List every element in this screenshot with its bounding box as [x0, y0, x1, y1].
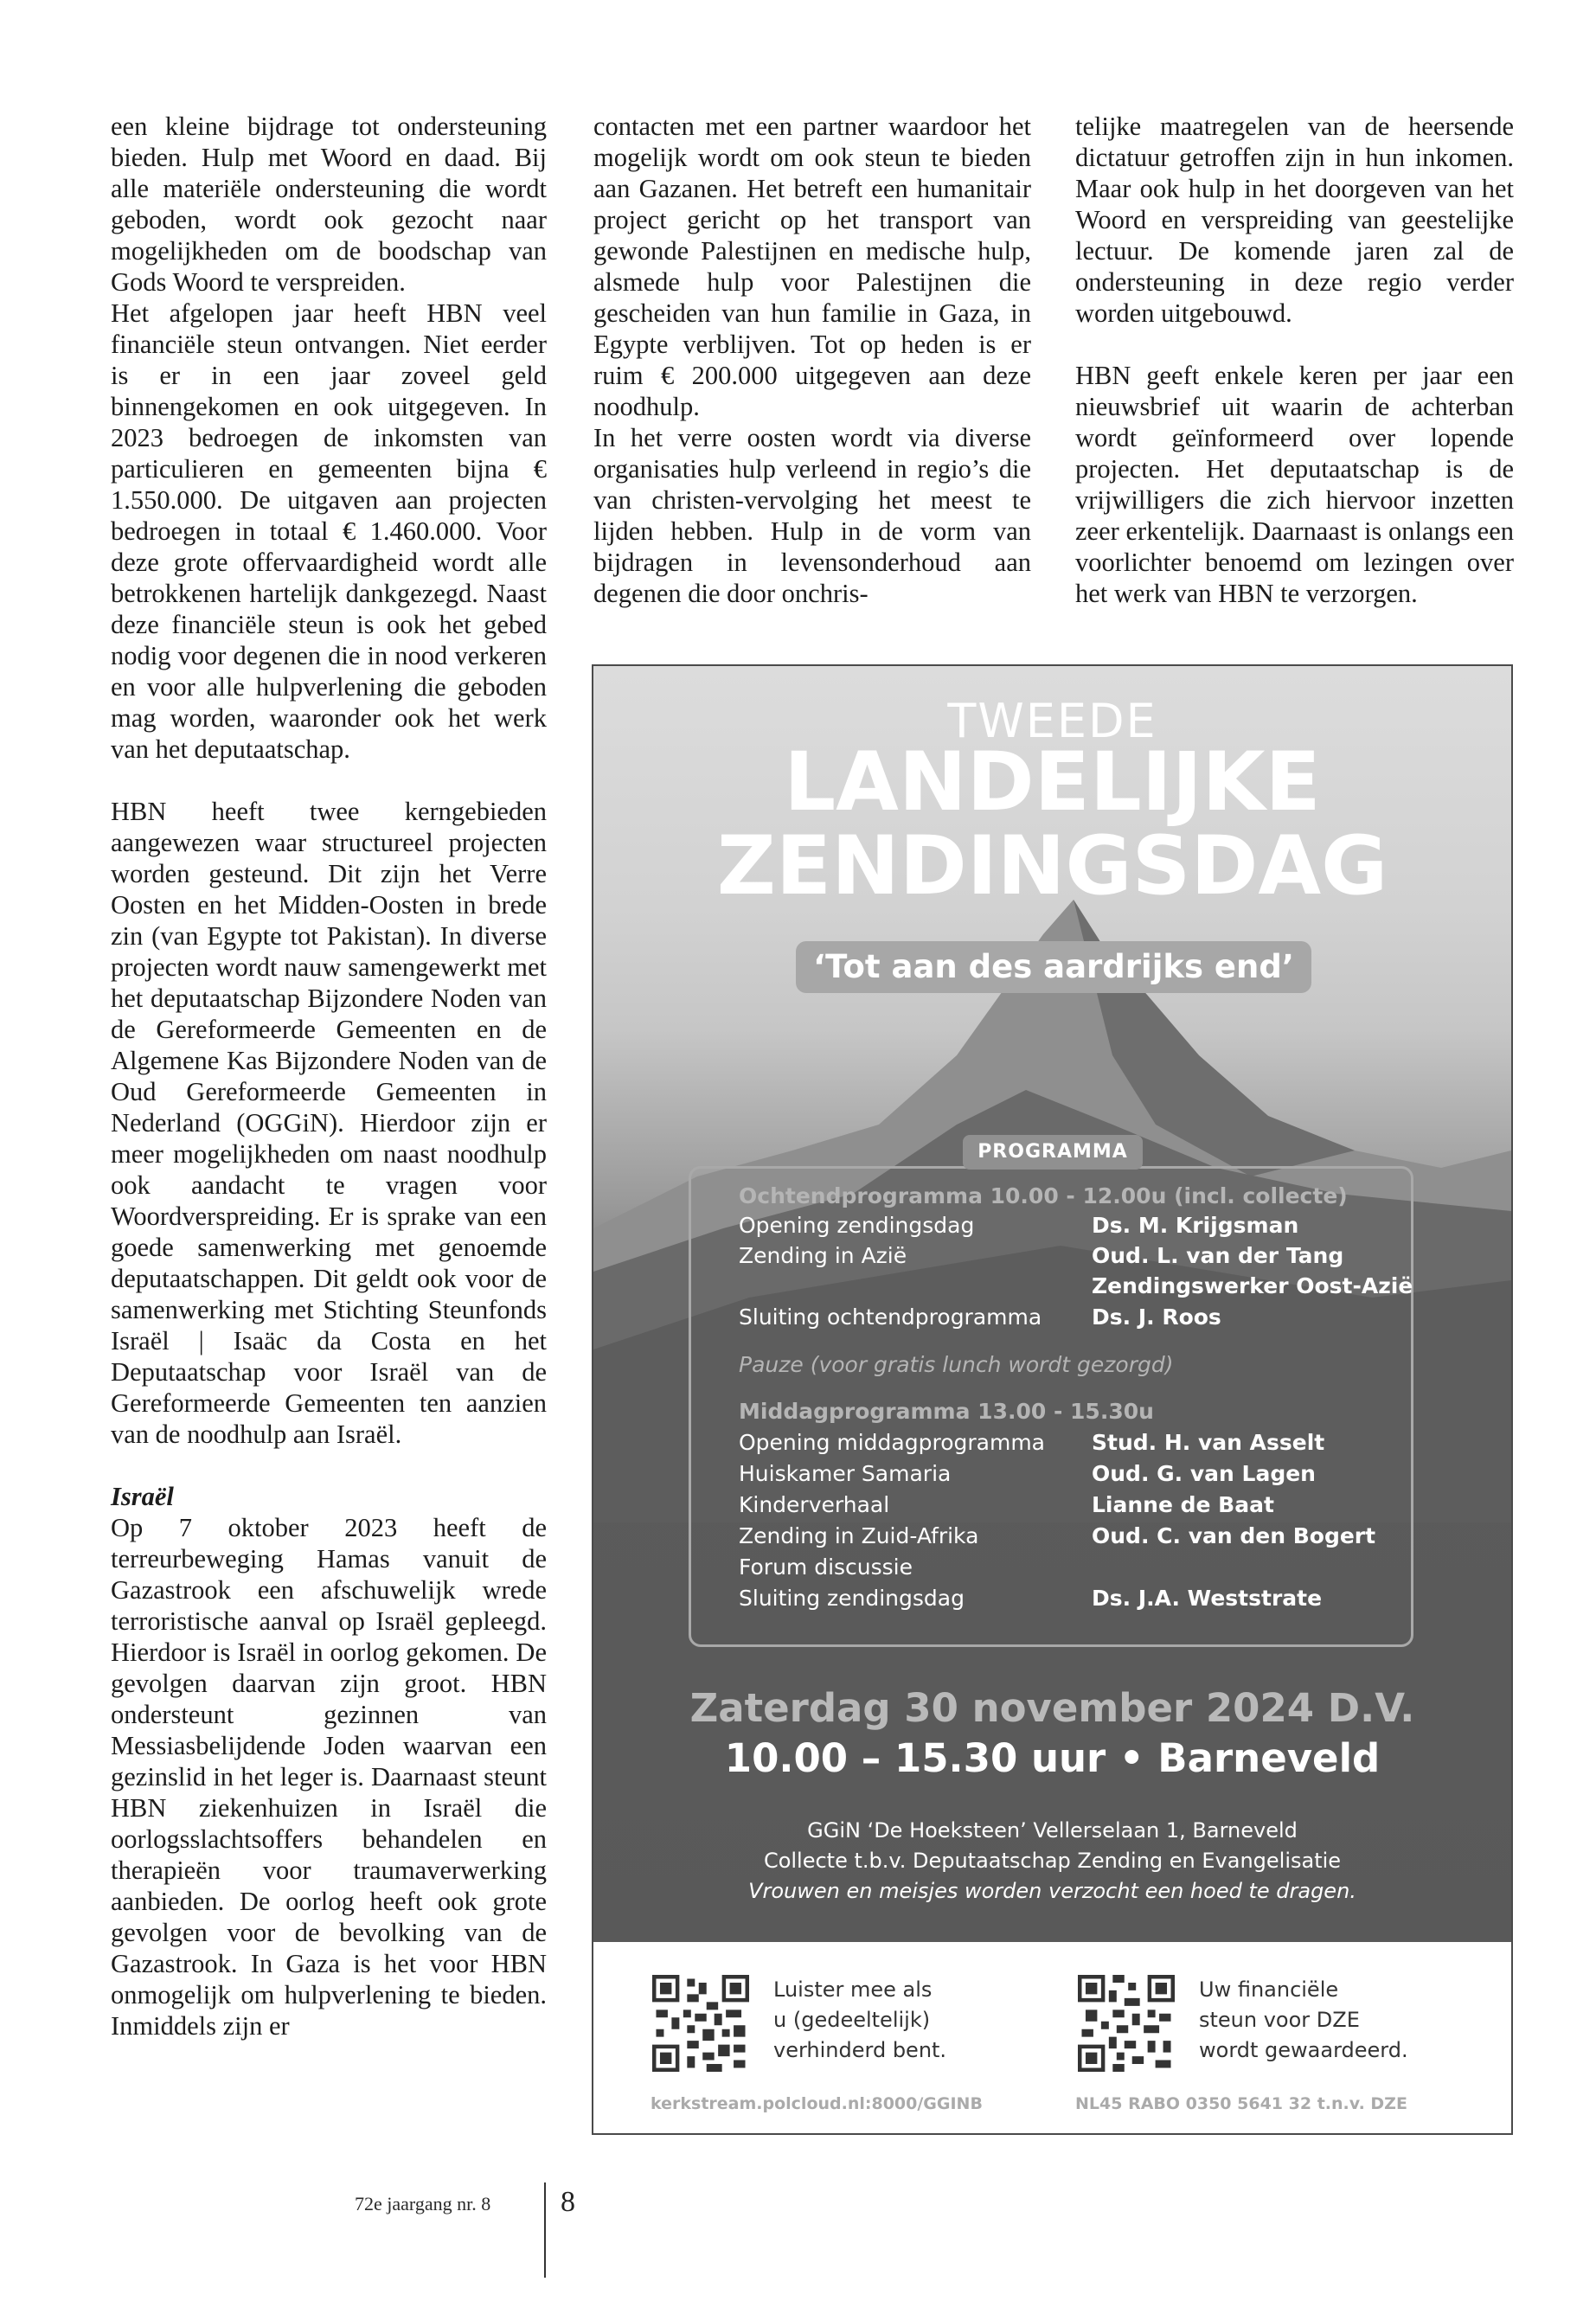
event-collecte: Collecte t.b.v. Deputaatschap Zending en Evangelisatie [763, 1849, 1342, 1873]
pause-note: Pauze (voor gratis lunch wordt gezorgd) [739, 1352, 1174, 1377]
qr1-line: u (gedeeltelijk) [773, 2008, 931, 2032]
program-speaker: Oud. L. van der Tang [1092, 1243, 1344, 1268]
program-speaker: Oud. C. van den Bogert [1092, 1523, 1376, 1548]
event-time-place: 10.00 – 15.30 uur • Barneveld [724, 1735, 1381, 1781]
qr1-line: verhinderd bent. [773, 2038, 947, 2062]
program-item: Sluiting ochtendprogramma [739, 1304, 1042, 1330]
qr-section [593, 1942, 1511, 2135]
paragraph: In het verre oosten wordt via diverse organisaties hulp verleend in regio’s die van christen-vervolging het meest te lijden hebben. Hulp in de vorm van bijdragen in levensonderhoud aan degenen die door onchris- [593, 423, 1031, 608]
page-number: 8 [561, 2186, 575, 2218]
qr1-text [773, 1975, 946, 2066]
poster-title-line2: ZENDINGSDAG [716, 819, 1388, 913]
morning-header: Ochtendprogramma 10.00 - 12.00u (incl. collecte) [739, 1183, 1348, 1208]
paragraph: telijke maatregelen van de heersende dictatuur getroffen zijn in hun inkomen. Maar ook hulp in het doorgeven van het Woord en verspreiding van geestelijke lectuur. De komende jaren zal de ondersteuning in deze regio verder worden uitgebouwd. [1075, 112, 1514, 328]
section-heading: Israël [111, 1482, 174, 1511]
program-item: Sluiting zendingsdag [739, 1586, 965, 1611]
program-speaker: Oud. G. van Lagen [1092, 1461, 1316, 1486]
article-column-2 [593, 111, 1031, 609]
paragraph: Op 7 oktober 2023 heeft de terreurbeweging Hamas vanuit de Gazastrook een afschuwelijk wrede terroristische aanval op Israël gepleegd. Hierdoor is Israël in oorlog gekomen. De gevolgen daarvan zijn groot. HBN ondersteunt gezinnen van Messiasbelijdende Joden waarvan een gezinslid in het leger is. Daarnaast steunt HBN ziekenhuizen in Israël die oorlogsslachtsoffers behandelen en therapieën voor traumaverwerking aanbieden. De oorlog heeft ook grote gevolgen voor de bevolking van de Gazastrook. In Gaza is het voor HBN onmogelijk om hulpverlening te bieden. Inmiddels zijn er [111, 1513, 547, 2041]
program-item: Kinderverhaal [739, 1492, 890, 1517]
poster-subtitle: ‘Tot aan des aardrijks end’ [796, 941, 1311, 993]
program-speaker: Ds. J. Roos [1092, 1304, 1221, 1330]
program-speaker: Ds. M. Krijgsman [1092, 1213, 1299, 1238]
program-speaker: Stud. H. van Asselt [1092, 1430, 1325, 1455]
program-speaker: Ds. J.A. Weststrate [1092, 1586, 1323, 1611]
qr2-line: steun voor DZE [1199, 2008, 1360, 2032]
qr2-text [1199, 1975, 1408, 2066]
event-poster [592, 664, 1513, 2135]
paragraph: HBN geeft enkele keren per jaar een nieuwsbrief uit waarin de achterban wordt geïnformeerd over lopende projecten. Het deputaatschap is de vrijwilligers die zich hiervoor inzetten zeer erkentelijk. Daarnaast is onlangs een voorlichter benoemd om lezingen over het werk van HBN te verzorgen. [1075, 361, 1514, 608]
paragraph: Het afgelopen jaar heeft HBN veel financiële steun ontvangen. Niet eerder is er in een jaar zoveel geld binnengekomen en ook uitgegeven. In 2023 bedroegen de inkomsten van particulieren en gemeenten bijna € 1.550.000. De uitgaven aan projecten bedroegen in totaal € 1.460.000. Voor deze grote offervaardigheid wordt alle betrokkenen hartelijk dankgezegd. Naast deze financiële steun is ook het gebed nodig voor degenen die in nood verkeren en voor alle hulpverlening die geboden mag worden, waaronder ook het werk van het deputaatschap. [111, 298, 547, 764]
program-speaker: Lianne de Baat [1092, 1492, 1274, 1517]
paragraph: HBN heeft twee kerngebieden aangewezen waar structureel projecten worden gesteund. Dit zijn het Verre Oosten en het Midden-Oosten in brede zin (van Egypte tot Pakistan). In diverse projecten wordt nauw samengewerkt met het deputaatschap Bijzondere Noden van de Gereformeerde Gemeenten en de Algemene Kas Bijzondere Noden van de Oud Gereformeerde Gemeenten in Nederland (OGGiN). Hierdoor zijn er meer mogelijkheden om naast noodhulp ook aandacht te vragen voor Woordverspreiding. Er is sprake van een goede samenwerking met genoemde deputaatschappen. Dit geldt ook voor de samenwerking met Stichting Steunfonds Israël | Isaäc da Costa en het Deputaatschap voor Israël van de Gereformeerde Gemeenten ten aanzien van de noodhulp aan Israël. [111, 797, 547, 1449]
program-label: PROGRAMMA [963, 1135, 1143, 1170]
qr-code-icon[interactable] [1078, 1975, 1175, 2072]
program-item: Zending in Zuid-Afrika [739, 1523, 979, 1548]
bank-account: NL45 RABO 0350 5641 32 t.n.v. DZE [1075, 2094, 1407, 2113]
paragraph: een kleine bijdrage tot ondersteuning bieden. Hulp met Woord en daad. Bij alle materiële ondersteuning die wordt geboden, wordt ook gezocht naar mogelijkheden om de boodschap van Gods Woord te verspreiden. [111, 112, 547, 297]
event-venue: GGiN ‘De Hoeksteen’ Vellerselaan 1, Barneveld [807, 1818, 1298, 1843]
stream-link[interactable]: kerkstream.polcloud.nl:8000/GGINB [651, 2094, 983, 2113]
qr1-line: Luister mee als [773, 1977, 933, 2002]
program-item: Opening zendingsdag [739, 1213, 975, 1238]
qr2-line: wordt gewaardeerd. [1199, 2038, 1408, 2062]
poster-title-line1: LANDELIJKE [784, 735, 1321, 830]
program-item: Huiskamer Samaria [739, 1461, 952, 1486]
program-speaker: Zendingswerker Oost-Azië [1092, 1273, 1413, 1298]
event-note: Vrouwen en meisjes worden verzocht een hoed te dragen. [748, 1879, 1356, 1903]
paragraph: contacten met een partner waardoor het mogelijk wordt om ook steun te bieden aan Gazanen. Het betreft een humanitair project gericht op het transport van gewonde Palestijnen en medische hulp, alsmede hulp voor Palestijnen die gescheiden van hun familie in Gaza, in Egypte verblijven. Tot op heden is er ruim € 200.000 uitgegeven aan deze noodhulp. [593, 112, 1031, 421]
poster-pretitle: TWEEDE [947, 694, 1157, 748]
afternoon-header: Middagprogramma 13.00 - 15.30u [739, 1399, 1154, 1424]
program-item: Forum discussie [739, 1554, 913, 1580]
program-item: Opening middagprogramma [739, 1430, 1045, 1455]
footer-volume: 72e jaargang nr. 8 [355, 2193, 491, 2214]
poster-background [593, 666, 1511, 1942]
footer-divider [544, 2182, 546, 2278]
qr2-line: Uw financiële [1199, 1977, 1339, 2002]
qr-code-icon[interactable] [652, 1975, 749, 2072]
article-column-3 [1075, 111, 1514, 609]
event-date: Zaterdag 30 november 2024 D.V. [689, 1685, 1415, 1731]
program-item: Zending in Azië [739, 1243, 907, 1268]
article-column-1 [111, 111, 547, 2041]
